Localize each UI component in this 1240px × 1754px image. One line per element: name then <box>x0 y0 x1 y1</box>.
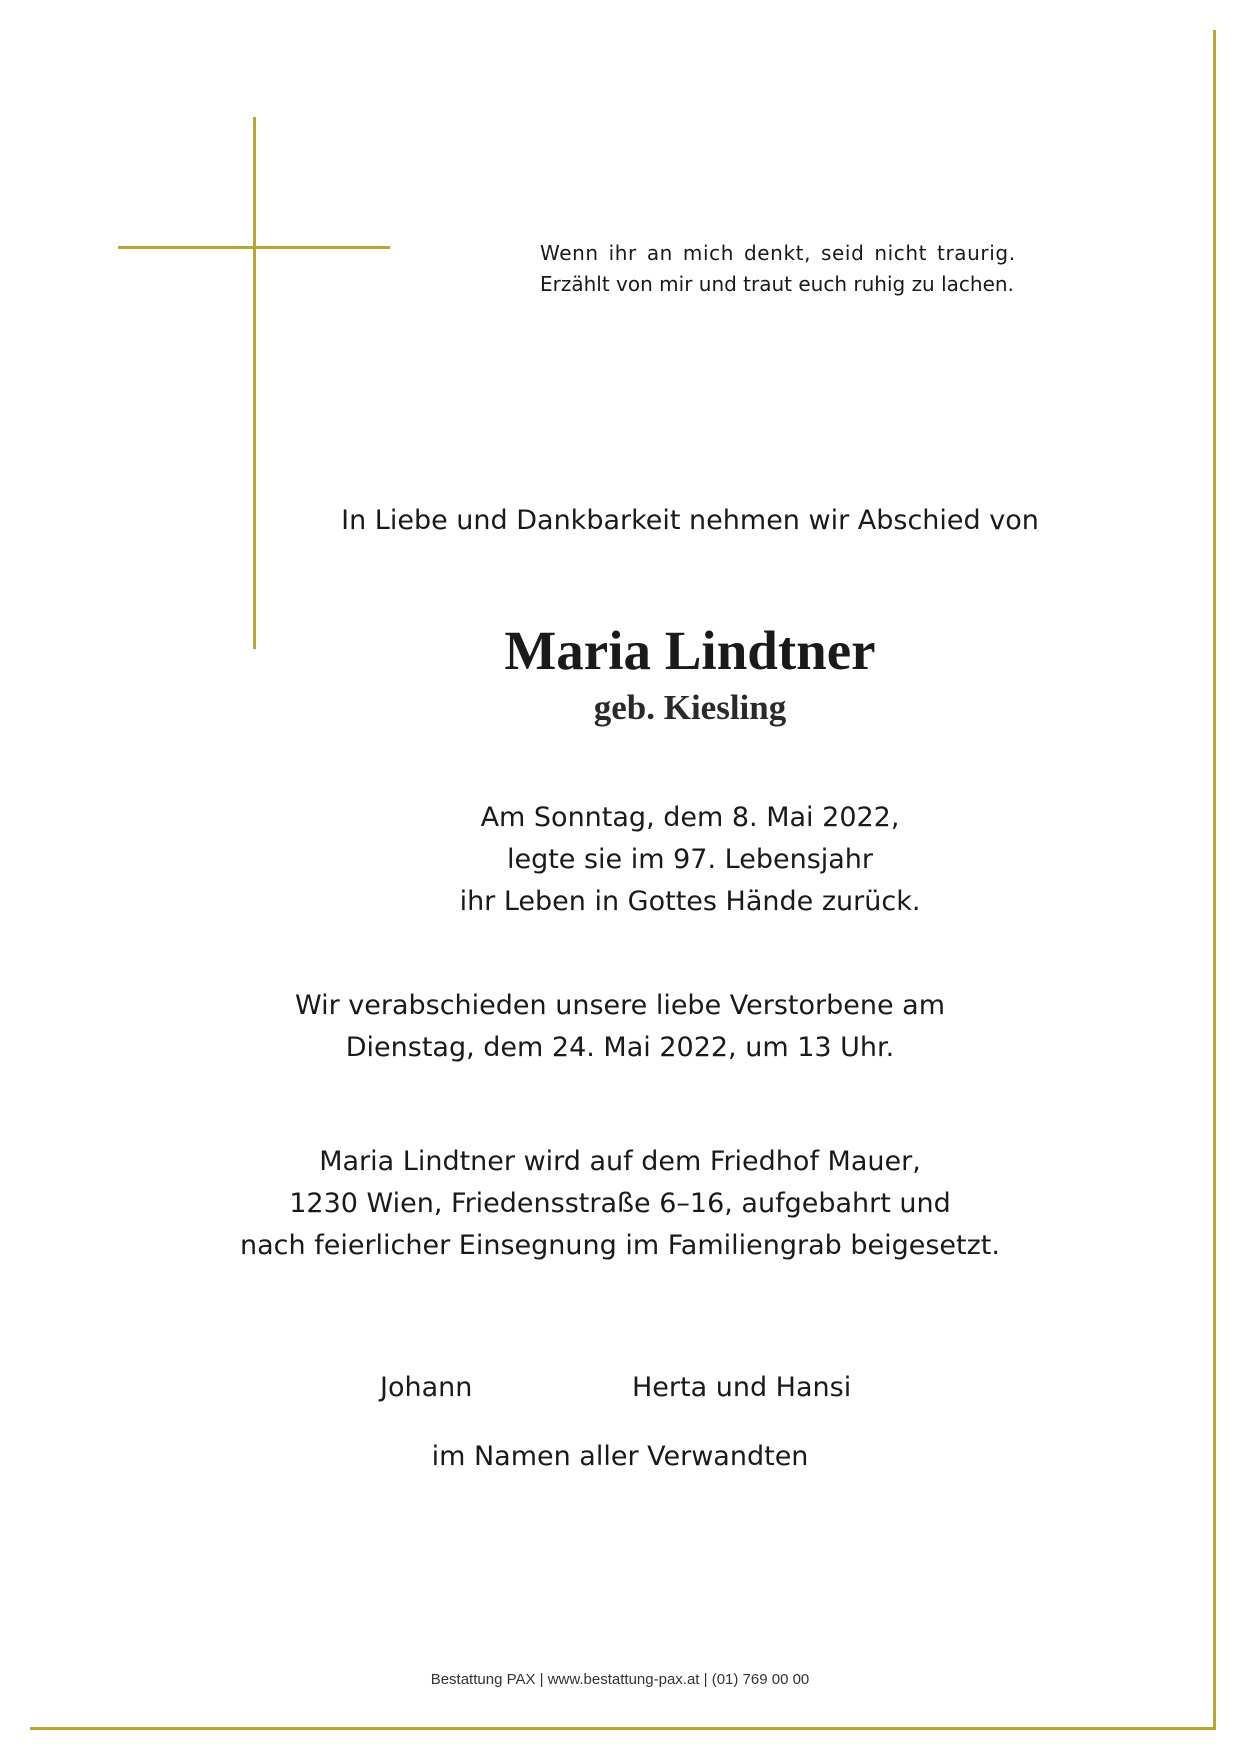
quote-line-2: Erzählt von mir und traut euch ruhig zu lachen. <box>540 272 1014 296</box>
relatives-line: im Namen aller Verwandten <box>431 1441 809 1472</box>
farewell-notice <box>0 985 1240 1069</box>
burial-line-1: Maria Lindtner wird auf dem Friedhof Mauer, <box>319 1146 921 1177</box>
quote-line-1: Wenn ihr an mich denkt, seid nicht traurig. <box>540 241 1016 265</box>
mourner-right: Herta und Hansi <box>632 1372 852 1403</box>
mourner-left: Johann <box>380 1372 473 1403</box>
farewell-line-2: Dienstag, dem 24. Mai 2022, um 13 Uhr. <box>345 1032 895 1063</box>
death-notice-line-3: ihr Leben in Gottes Hände zurück. <box>459 886 921 917</box>
burial-notice <box>0 1141 1240 1267</box>
deceased-name: Maria Lindtner <box>504 620 876 681</box>
frame-bottom-line <box>30 1727 1216 1730</box>
footer-contact: Bestattung PAX | www.bestattung-pax.at | (01) 769 00 00 <box>430 1671 810 1688</box>
death-notice-line-1: Am Sonntag, dem 8. Mai 2022, <box>480 802 900 833</box>
maiden-name: geb. Kiesling <box>593 688 787 727</box>
cross-horizontal-bar <box>118 246 390 249</box>
intro-text: In Liebe und Dankbarkeit nehmen wir Abschied von <box>341 505 1039 536</box>
death-notice-line-2: legte sie im 97. Lebensjahr <box>506 844 874 875</box>
burial-line-2: 1230 Wien, Friedensstraße 6–16, aufgebahrt und <box>289 1188 951 1219</box>
farewell-line-1: Wir verabschieden unsere liebe Verstorbene am <box>294 990 946 1021</box>
burial-line-3: nach feierlicher Einsegnung im Familiengrab beigesetzt. <box>240 1230 1000 1261</box>
death-notice <box>70 797 1240 923</box>
cross-vertical-bar <box>253 117 256 649</box>
quote <box>540 238 1060 300</box>
